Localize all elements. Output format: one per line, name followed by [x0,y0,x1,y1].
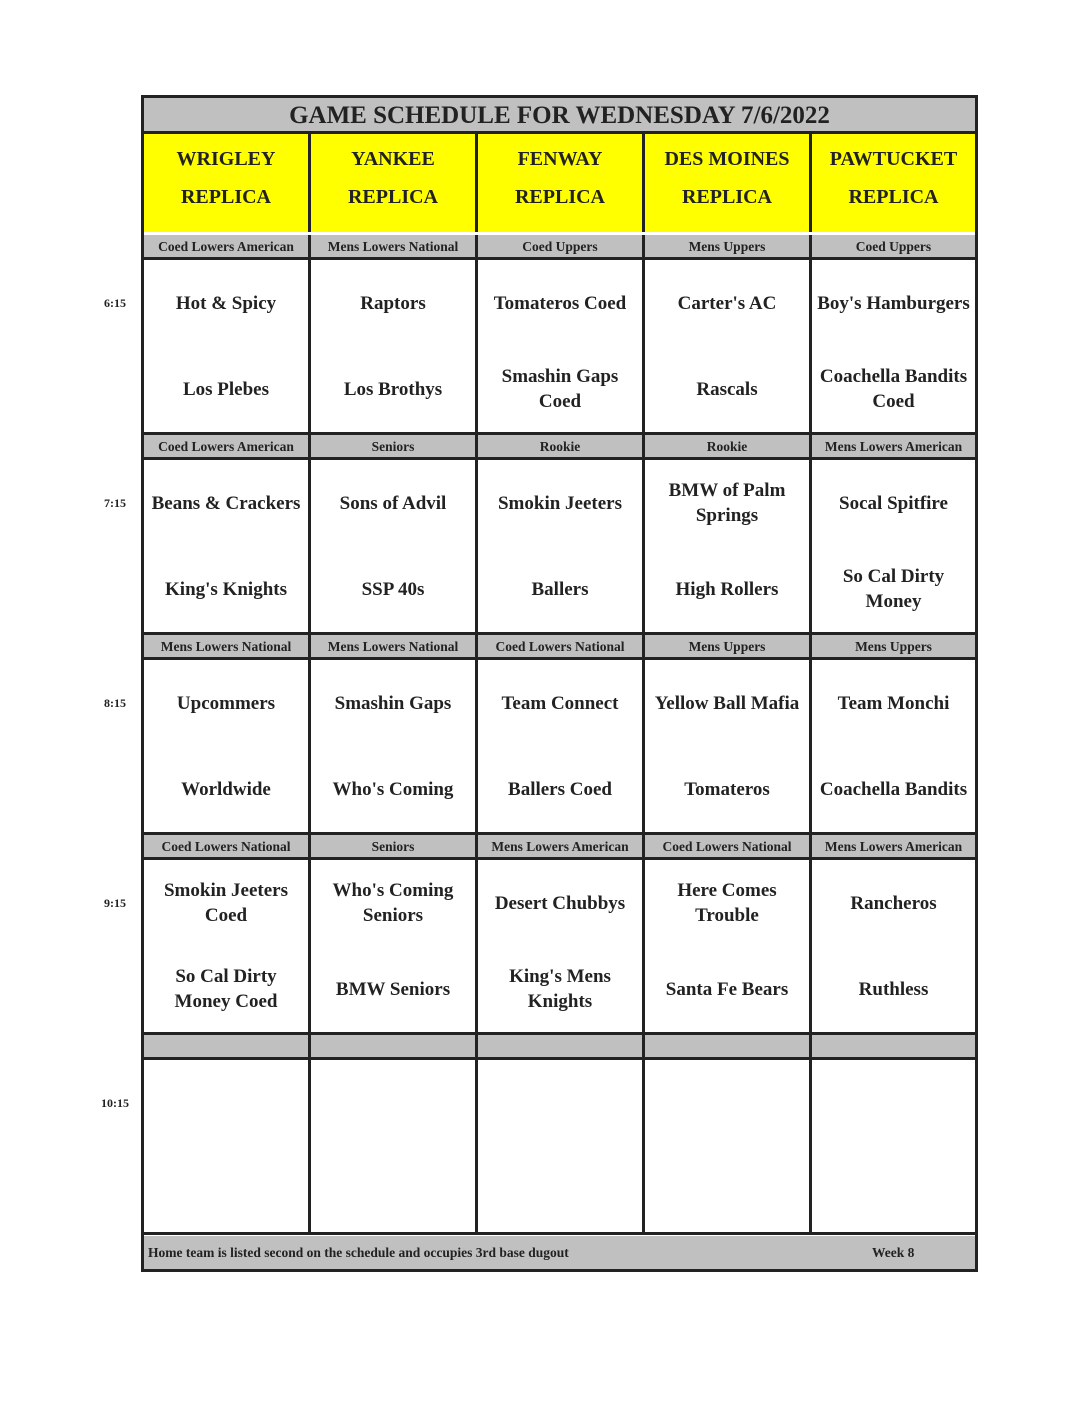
division-row [144,435,975,457]
division-label: Coed Lowers National [645,835,812,857]
division-label: Mens Lowers National [311,635,478,657]
game-cell [645,660,812,832]
game-cell [812,460,975,632]
division-row [144,1035,975,1057]
game-cell [478,860,645,1032]
week-label: Week 8 [872,1245,915,1260]
field-name: DES MOINES [664,148,790,170]
time-label: 7:15 [104,496,126,510]
game-cell [478,1060,645,1232]
division-row [144,835,975,857]
division-label: Mens Uppers [855,639,932,654]
time-label: 9:15 [104,896,126,910]
division-label: Coed Lowers American [144,435,311,457]
division-label: Rookie [478,435,645,457]
game-row [144,660,975,832]
home-team: Worldwide [181,778,271,800]
game-cell [478,260,645,432]
away-team: Carter's AC [677,292,777,314]
away-team [478,1060,642,1146]
away-team: Smokin Jeeters [497,492,622,514]
division-label: Mens Lowers National [144,635,311,657]
home-team [478,1146,642,1232]
field-sub: REPLICA [681,186,772,208]
game-cell [812,260,975,432]
division-label: Mens Uppers [645,635,812,657]
field-name: WRIGLEY [176,148,276,170]
home-team: Smashin Gaps Coed [501,366,619,412]
field-sub: REPLICA [514,186,605,208]
game-cell [311,860,478,1032]
time-label: 10:15 [101,1096,129,1110]
home-team: Ballers Coed [508,778,612,800]
home-team: So Cal Dirty Money [842,566,945,612]
home-team: Tomateros [684,778,770,800]
away-team [144,1060,308,1146]
division-label [812,1035,975,1057]
game-row [144,1060,975,1232]
away-team: Tomateros Coed [493,292,627,314]
home-team: Ballers [531,578,589,600]
away-team [812,1060,975,1146]
field-sub: REPLICA [347,186,438,208]
home-team: Rascals [696,378,758,400]
footer-note: Home team is listed second on the schedule and occupies 3rd base dugout [148,1245,569,1260]
field-header-wrigley [144,134,311,232]
field-sub: REPLICA [848,186,939,208]
away-team: Smashin Gaps [334,692,452,714]
division-label [144,1035,311,1057]
home-team [645,1146,809,1232]
division-label: Coed Lowers National [478,635,645,657]
division-label: Coed Lowers National [144,835,311,857]
division-label [311,1035,478,1057]
field-name: PAWTUCKET [829,148,958,170]
home-team: SSP 40s [361,578,425,600]
away-team [311,1060,475,1146]
game-cell [478,460,645,632]
field-header-des-moines [645,134,812,232]
division-label: Seniors [311,835,478,857]
division-label: Rookie [645,435,812,457]
game-cell [311,260,478,432]
division-label: Mens Lowers American [824,439,963,454]
division-label: Seniors [311,435,478,457]
game-cell [311,1060,478,1232]
game-row [144,460,975,632]
home-team: Coachella Bandits [819,778,968,800]
away-team: Boy's Hamburgers [817,292,970,314]
away-team: BMW of Palm Springs [668,480,786,526]
away-team: Desert Chubbys [494,892,626,914]
game-cell [812,860,975,1032]
field-name: FENWAY [517,148,603,170]
away-team [645,1060,809,1146]
game-cell [645,1060,812,1232]
away-team: Rancheros [850,892,937,914]
game-cell [812,1060,975,1232]
field-header-pawtucket [812,134,975,232]
game-cell [478,660,645,832]
away-team: Here Comes Trouble [677,880,777,926]
division-label: Coed Uppers [855,239,932,254]
field-name: YANKEE [351,148,435,170]
game-cell [144,860,311,1032]
field-header-yankee [311,134,478,232]
home-team: High Rollers [675,578,779,600]
game-row [144,860,975,1032]
away-team: Yellow Ball Mafia [654,692,800,714]
division-row [144,235,975,257]
game-cell [645,460,812,632]
game-cell [812,660,975,832]
away-team: Sons of Advil [339,492,447,514]
row-divider [144,1232,975,1235]
division-label: Mens Lowers American [824,839,963,854]
home-team: King's Knights [165,578,287,600]
game-cell [144,260,311,432]
schedule-footer [144,1236,975,1269]
game-cell [144,660,311,832]
home-team: BMW Seniors [335,978,451,1000]
field-header-fenway [478,134,645,232]
home-team: Santa Fe Bears [665,978,789,1000]
away-team: Upcommers [176,692,276,714]
away-team: Beans & Crackers [151,492,301,514]
division-label: Mens Lowers American [478,835,645,857]
home-team [812,1146,975,1232]
away-team: Raptors [360,292,426,314]
away-team: Team Monchi [837,692,950,714]
home-team [144,1146,308,1232]
away-team: Socal Spitfire [839,492,948,514]
division-label: Mens Uppers [645,235,812,257]
home-team: Coachella Bandits Coed [819,366,968,412]
home-team: Los Plebes [182,378,270,400]
division-label: Mens Lowers National [311,235,478,257]
home-team: So Cal Dirty Money Coed [174,966,278,1012]
schedule-title: GAME SCHEDULE FOR WEDNESDAY 7/6/2022 [144,98,975,134]
division-label [645,1035,812,1057]
home-team: Who's Coming [332,778,454,800]
away-team: Who's Coming Seniors [332,880,454,926]
game-cell [645,260,812,432]
game-cell [311,460,478,632]
game-cell [144,460,311,632]
home-team: Ruthless [858,978,929,1000]
game-cell [645,860,812,1032]
schedule-sheet [141,95,978,1272]
division-row [144,635,975,657]
division-label [478,1035,645,1057]
division-label: Coed Uppers [478,235,645,257]
game-cell [144,1060,311,1232]
game-row [144,260,975,432]
away-team: Team Connect [501,692,619,714]
home-team [311,1146,475,1232]
time-label: 6:15 [104,296,126,310]
away-team: Smokin Jeeters Coed [163,880,288,926]
division-label: Coed Lowers American [144,235,311,257]
home-team: Los Brothys [343,378,443,400]
field-sub: REPLICA [180,186,271,208]
home-team: King's Mens Knights [509,966,611,1012]
game-cell [311,660,478,832]
time-label: 8:15 [104,696,126,710]
away-team: Hot & Spicy [175,292,277,314]
